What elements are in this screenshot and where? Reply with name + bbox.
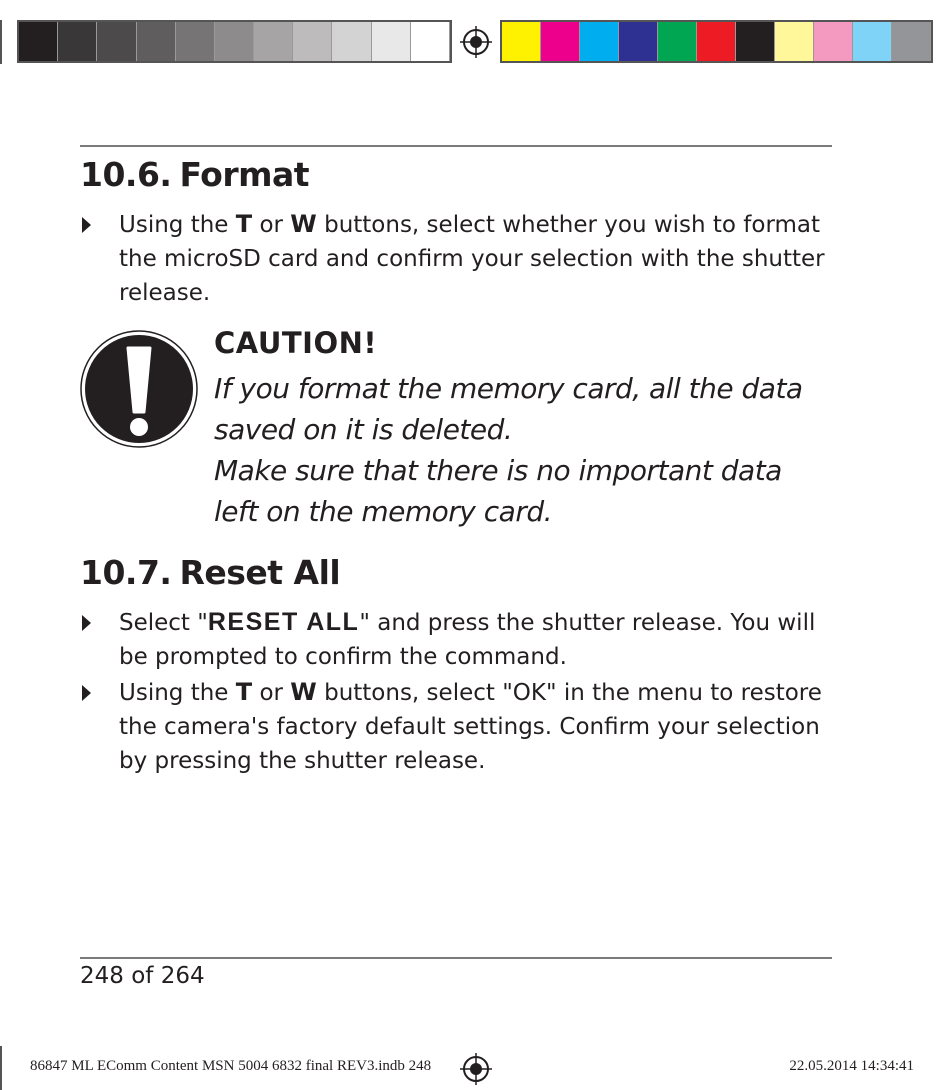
color-swatch [254, 22, 293, 61]
color-swatch [19, 22, 58, 61]
list-item-text [119, 605, 833, 674]
text-run: or [252, 212, 291, 238]
color-swatch [541, 22, 580, 61]
color-swatch [332, 22, 371, 61]
text-run: Using the [119, 680, 236, 706]
section-number: 10.7. [80, 553, 172, 592]
crop-mark-bottom-left [0, 1046, 2, 1090]
color-swatch [775, 22, 814, 61]
color-swatch [293, 22, 332, 61]
process-color-bar [500, 20, 933, 63]
color-swatch [619, 22, 658, 61]
text-run: " and press the shutter release. You will be prompted to confirm the command. [119, 610, 816, 670]
text-run: Using the [119, 212, 236, 238]
list-item-text [119, 207, 833, 310]
caution-text: Make sure that there is no important data left on the memory card. [214, 454, 782, 528]
color-swatch [215, 22, 254, 61]
bullet-arrow-icon [82, 217, 91, 233]
text-run: buttons, select "OK" in the menu to restore the camera's factory default settings. Confirm your selection by pressing the shutter release. [119, 680, 822, 774]
list-item-text [119, 675, 833, 778]
color-swatch [176, 22, 215, 61]
caution-text: If you format the memory card, all the data saved on it is deleted. [214, 372, 803, 446]
section-heading-format [80, 155, 309, 194]
section-divider [80, 145, 832, 147]
color-swatch [697, 22, 736, 61]
section-title: Format [179, 155, 310, 194]
bullet-arrow-icon [82, 615, 91, 631]
color-swatch [411, 22, 450, 61]
button-key: T [235, 678, 253, 706]
color-swatch [814, 22, 853, 61]
color-swatch [97, 22, 136, 61]
color-swatch [372, 22, 411, 61]
text-run: buttons, select whether you wish to format the microSD card and confirm your selection with the shutter release. [119, 212, 825, 306]
caution-exclamation-icon [80, 330, 198, 448]
registration-mark-bottom-icon [458, 1051, 494, 1087]
text-run: or [252, 680, 291, 706]
color-swatch [892, 22, 931, 61]
registration-mark-icon [458, 24, 494, 60]
color-swatch [502, 22, 541, 61]
footer-divider [80, 957, 832, 959]
bullet-arrow-icon [82, 685, 91, 701]
button-key: W [290, 678, 317, 706]
color-swatch [853, 22, 892, 61]
menu-option-label: RESET ALL [207, 608, 360, 636]
color-swatch [137, 22, 176, 61]
section-number: 10.6. [80, 155, 172, 194]
color-swatch [658, 22, 697, 61]
color-swatch [58, 22, 97, 61]
print-slug-file: 86847 ML EComm Content MSN 5004 6832 final REV3.indb 248 [30, 1058, 432, 1074]
button-key: W [290, 210, 317, 238]
caution-heading: CAUTION! [214, 326, 378, 360]
section-heading-reset-all [80, 553, 340, 592]
section-title: Reset All [179, 553, 341, 592]
color-swatch [736, 22, 775, 61]
text-run: Select " [119, 610, 208, 636]
page-number: 248 of 264 [80, 963, 205, 989]
print-slug-timestamp: 22.05.2014 14:34:41 [789, 1058, 914, 1074]
button-key: T [235, 210, 253, 238]
crop-mark-top-left [0, 20, 2, 64]
grayscale-color-bar [17, 20, 452, 63]
color-swatch [580, 22, 619, 61]
